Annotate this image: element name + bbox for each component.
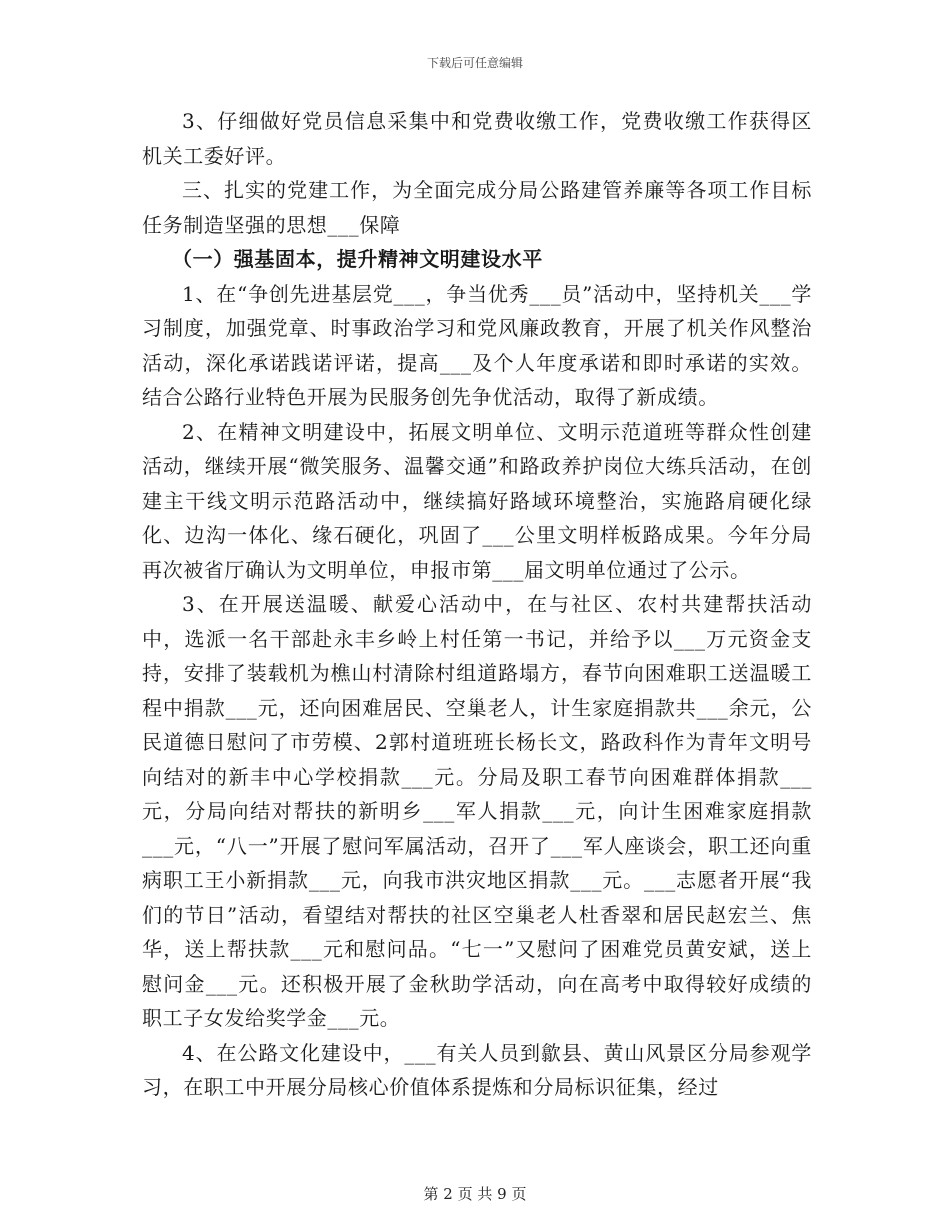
page-number: 第 2 页 共 9 页 [423, 1185, 527, 1203]
section-heading-three: 三、扎实的党建工作，为全面完成分局公路建管养廉等各项工作目标任务制造坚强的思想___保障 [142, 178, 812, 237]
paragraph-item-4: 4、在公路文化建设中，___有关人员到歙县、黄山风景区分局参观学习，在职工中开展分局核心价值体系提炼和分局标识征集，经过 [142, 1040, 812, 1099]
page-header: 下载后可任意编辑 [426, 56, 523, 70]
paragraph-item-3: 3、在开展送温暖、献爱心活动中，在与社区、农村共建帮扶活动中，选派一名干部赴永丰乡岭上村任第一书记，并给予以___万元资金支持，安排了装载机为樵山村清除村组道路塌方，春节向困难职工送温暖工程中捐款___元，还向困难居民、空巢老人，计生家庭捐款共___余元，公民道德日慰问了市劳模、2郭村道班班长杨长文，路政科作为青年文明号向结对的新丰中心学校捐款___元。分局及职工春节向困难群体捐款___元，分局向结对帮扶的新明乡___军人捐款___元，向计生困难家庭捐款___元，“八一”开展了慰问军属活动，召开了___军人座谈会，职工还向重病职工王小新捐款___元，向我市洪灾地区捐款___元。___志愿者开展“我们的节日”活动，看望结对帮扶的社区空巢老人杜香翠和居民赵宏兰、焦华，送上帮扶款___元和慰问品。“七一”又慰问了困难党员黄安斌，送上慰问金___元。还积极开展了金秋助学活动，向在高考中取得较好成绩的职工子女发给奖学金___元。 [142, 592, 812, 1030]
subsection-heading-one: （一）强基固本，提升精神文明建设水平 [172, 247, 543, 271]
paragraph-item-3-party-fees: 3、仔细做好党员信息采集中和党费收缴工作，党费收缴工作获得区机关工委好评。 [142, 109, 812, 168]
paragraph-item-1: 1、在“争创先进基层党___，争当优秀___员”活动中，坚持机关___学习制度，加强党章、时事政治学习和党风廉政教育，开展了机关作风整治活动，深化承诺践诺评诺，提高___及个人年度承诺和即时承诺的实效。结合公路行业特色开展为民服务创先争优活动，取得了新成绩。 [142, 281, 812, 409]
document-body [142, 104, 812, 1105]
paragraph-item-2: 2、在精神文明建设中，拓展文明单位、文明示范道班等群众性创建活动，继续开展“微笑服务、温馨交通”和路政养护岗位大练兵活动，在创建主干线文明示范路活动中，继续搞好路域环境整治，实施路肩硬化绿化、边沟一体化、缘石硬化，巩固了___公里文明样板路成果。今年分局再次被省厅确认为文明单位，申报市第___届文明单位通过了公示。 [142, 419, 812, 582]
